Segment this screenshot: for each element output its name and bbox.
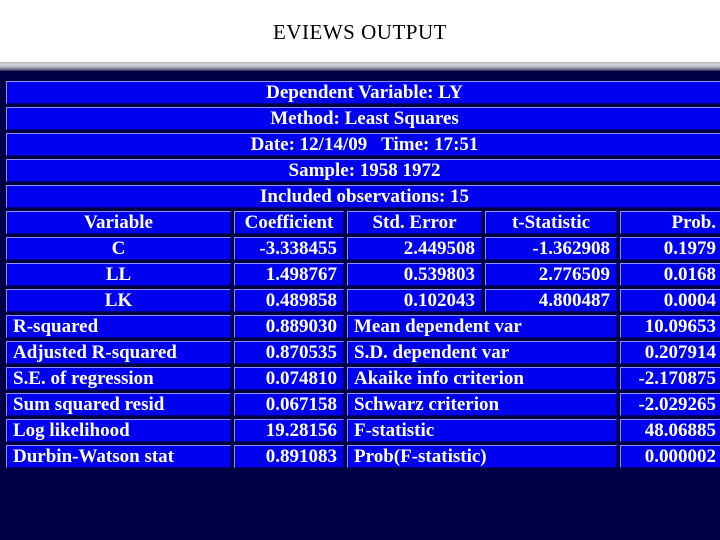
- stat-value-right: -2.029265: [620, 393, 720, 416]
- prob-value: 0.0004: [620, 289, 720, 312]
- stats-row-r-squared: [6, 315, 720, 338]
- coefficient-value: 0.489858: [234, 289, 344, 312]
- coef-row-lk: [6, 289, 720, 312]
- header-row-method: [6, 107, 720, 130]
- stat-value: 0.889030: [234, 315, 344, 338]
- observations-line: Included observations: 15: [6, 185, 720, 208]
- column-header-variable: Variable: [6, 211, 231, 234]
- stats-row-se-regression: [6, 367, 720, 390]
- stat-value-right: 0.000002: [620, 445, 720, 468]
- column-header-coefficient: Coefficient: [234, 211, 344, 234]
- stats-row-adjusted-r-squared: [6, 341, 720, 364]
- sample-line: Sample: 1958 1972: [6, 159, 720, 182]
- stats-row-sum-squared-resid: [6, 393, 720, 416]
- stat-label-right: Prob(F-statistic): [347, 445, 617, 468]
- header-row-sample: [6, 159, 720, 182]
- stat-label: Log likelihood: [6, 419, 231, 442]
- dependent-variable-line: Dependent Variable: LY: [6, 81, 720, 104]
- prob-value: 0.1979: [620, 237, 720, 260]
- stat-label: Sum squared resid: [6, 393, 231, 416]
- t-statistic-value: 2.776509: [485, 263, 617, 286]
- column-header-t-statistic: t-Statistic: [485, 211, 617, 234]
- stat-label: R-squared: [6, 315, 231, 338]
- header-row-observations: [6, 185, 720, 208]
- coefficient-value: 1.498767: [234, 263, 344, 286]
- stat-value-right: 0.207914: [620, 341, 720, 364]
- stat-label-right: S.D. dependent var: [347, 341, 617, 364]
- stat-value: 0.891083: [234, 445, 344, 468]
- t-statistic-value: -1.362908: [485, 237, 617, 260]
- variable-name: LK: [6, 289, 231, 312]
- stat-label-right: Mean dependent var: [347, 315, 617, 338]
- header-row-date: [6, 133, 720, 156]
- stat-label: Durbin-Watson stat: [6, 445, 231, 468]
- prob-value: 0.0168: [620, 263, 720, 286]
- method-line: Method: Least Squares: [6, 107, 720, 130]
- column-header-std-error: Std. Error: [347, 211, 482, 234]
- stat-label: S.E. of regression: [6, 367, 231, 390]
- coef-row-ll: [6, 263, 720, 286]
- stat-value: 0.067158: [234, 393, 344, 416]
- stat-value-right: 10.09653: [620, 315, 720, 338]
- slide-title: EVIEWS OUTPUT: [273, 20, 447, 44]
- stat-label-right: Akaike info criterion: [347, 367, 617, 390]
- t-statistic-value: 4.800487: [485, 289, 617, 312]
- stat-value-right: -2.170875: [620, 367, 720, 390]
- std-error-value: 2.449508: [347, 237, 482, 260]
- stat-value: 0.074810: [234, 367, 344, 390]
- title-divider: [0, 62, 720, 71]
- coef-row-c: [6, 237, 720, 260]
- std-error-value: 0.539803: [347, 263, 482, 286]
- date-time-line: Date: 12/14/09 Time: 17:51: [6, 133, 720, 156]
- stats-row-durbin-watson: [6, 445, 720, 468]
- stat-value-right: 48.06885: [620, 419, 720, 442]
- variable-name: C: [6, 237, 231, 260]
- stat-value: 0.870535: [234, 341, 344, 364]
- coefficient-value: -3.338455: [234, 237, 344, 260]
- variable-name: LL: [6, 263, 231, 286]
- stat-label-right: Schwarz criterion: [347, 393, 617, 416]
- stats-row-log-likelihood: [6, 419, 720, 442]
- coef-header-row: [6, 211, 720, 234]
- header-row-dependent-variable: [6, 81, 720, 104]
- stat-label: Adjusted R-squared: [6, 341, 231, 364]
- eviews-output-table: [3, 78, 720, 471]
- column-header-prob: Prob.: [620, 211, 720, 234]
- std-error-value: 0.102043: [347, 289, 482, 312]
- stat-value: 19.28156: [234, 419, 344, 442]
- stat-label-right: F-statistic: [347, 419, 617, 442]
